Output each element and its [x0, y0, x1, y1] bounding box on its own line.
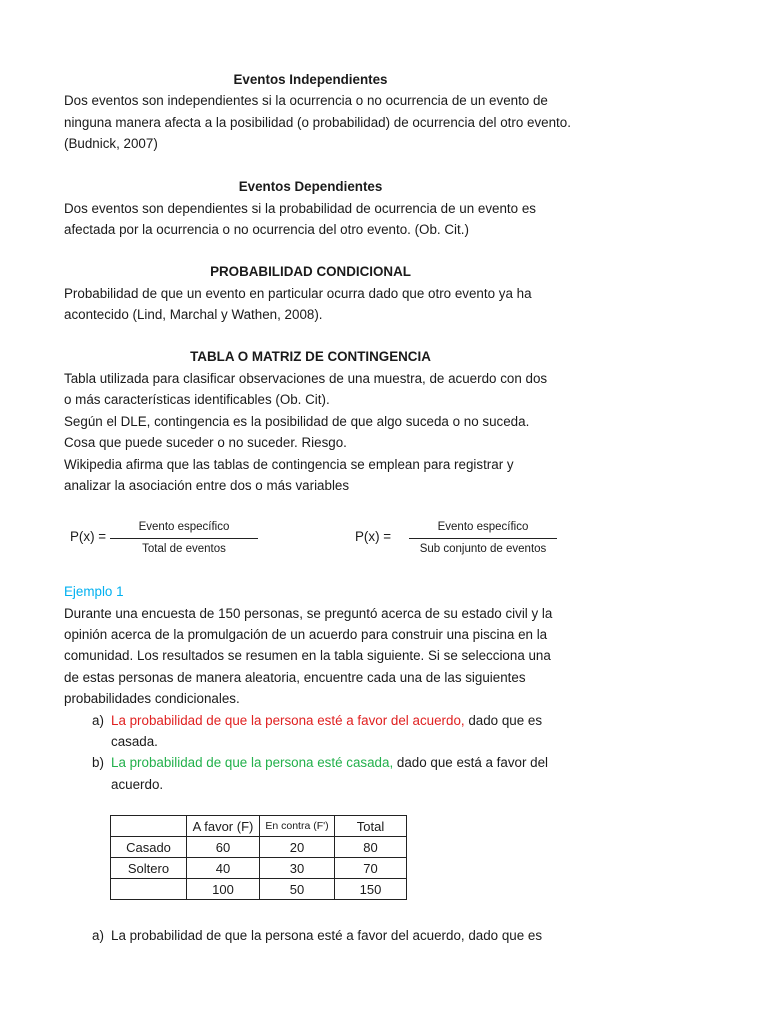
formula-probability-total [70, 521, 270, 561]
item-a-highlight: La probabilidad de que la persona esté a favor del acuerdo, [111, 713, 465, 728]
table-cell: 70 [335, 858, 407, 879]
paragraph-line: (Budnick, 2007) [64, 136, 158, 151]
paragraph-line: Dos eventos son dependientes si la probabilidad de ocurrencia de un evento es [64, 201, 536, 216]
paragraph-line: analizar la asociación entre dos o más variables [64, 478, 350, 493]
table-header-row [111, 816, 407, 837]
heading-tabla-contingencia: TABLA O MATRIZ DE CONTINGENCIA [190, 349, 431, 364]
table-cell: 50 [260, 879, 335, 900]
table-row [111, 858, 407, 879]
item-b-highlight: La probabilidad de que la persona esté casada, [111, 755, 394, 770]
table-row [111, 837, 407, 858]
table-cell [111, 879, 187, 900]
heading-independientes: Eventos Independientes [233, 72, 388, 87]
table-cell: 20 [260, 837, 335, 858]
list-marker-b: b) [92, 755, 104, 770]
table-header-cell: En contra (F') [260, 816, 335, 837]
paragraph-line: opinión acerca de la promulgación de un acuerdo para construir una piscina en la [64, 627, 548, 642]
answer-marker-a: a) [92, 928, 104, 943]
table-header-cell: A favor (F) [187, 816, 260, 837]
paragraph-line: Dos eventos son independientes si la ocurrencia o no ocurrencia de un evento de [64, 93, 548, 108]
item-a-rest: dado que es [464, 713, 543, 728]
formula-numerator: Evento específico [138, 521, 230, 533]
table-cell: 60 [187, 837, 260, 858]
paragraph-line: afectada por la ocurrencia o no ocurrencia del otro evento. (Ob. Cit.) [64, 222, 469, 237]
paragraph-line: Según el DLE, contingencia es la posibilidad de que algo suceda o no suceda. [64, 414, 530, 429]
paragraph-line: Durante una encuesta de 150 personas, se preguntó acerca de su estado civil y la [64, 606, 553, 621]
list-item-b [111, 755, 548, 770]
list-item-b-cont: acuerdo. [111, 777, 164, 792]
formula-numerator: Evento específico [437, 521, 529, 533]
paragraph-line: probabilidades condicionales. [64, 691, 240, 706]
list-item-a-cont: casada. [111, 734, 158, 749]
formula-lhs: P(x) = [70, 529, 107, 544]
paragraph-line: o más características identificables (Ob. Cit). [64, 392, 330, 407]
formula-denominator: Total de eventos [142, 543, 226, 555]
paragraph-line: Probabilidad de que un evento en particular ocurra dado que otro evento ya ha [64, 286, 532, 301]
formula-probability-subset [355, 521, 565, 561]
table-cell: Soltero [111, 858, 187, 879]
paragraph-line: Tabla utilizada para clasificar observaciones de una muestra, de acuerdo con dos [64, 371, 548, 386]
heading-probabilidad-condicional: PROBABILIDAD CONDICIONAL [210, 264, 411, 279]
paragraph-line: acontecido (Lind, Marchal y Wathen, 2008). [64, 307, 323, 322]
example-title: Ejemplo 1 [64, 584, 124, 599]
paragraph-line: Wikipedia afirma que las tablas de contingencia se emplean para registrar y [64, 457, 514, 472]
fraction-bar [409, 538, 557, 539]
list-item-a [111, 713, 542, 728]
table-cell: 100 [187, 879, 260, 900]
table-cell: 150 [335, 879, 407, 900]
heading-dependientes: Eventos Dependientes [238, 179, 383, 194]
table-cell: 80 [335, 837, 407, 858]
paragraph-line: comunidad. Los resultados se resumen en la tabla siguiente. Si se selecciona una [64, 648, 551, 663]
table-cell: Casado [111, 837, 187, 858]
paragraph-line: de estas personas de manera aleatoria, encuentre cada una de las siguientes [64, 670, 526, 685]
table-header-cell [111, 816, 187, 837]
formula-lhs: P(x) = [355, 529, 392, 544]
table-total-row [111, 879, 407, 900]
paragraph-line: Cosa que puede suceder o no suceder. Riesgo. [64, 435, 347, 450]
contingency-table [110, 815, 407, 900]
formula-denominator: Sub conjunto de eventos [419, 543, 547, 555]
paragraph-line: ninguna manera afecta a la posibilidad (o probabilidad) de ocurrencia del otro evento. [64, 115, 571, 130]
table-header-cell: Total [335, 816, 407, 837]
table-cell: 40 [187, 858, 260, 879]
fraction-bar [110, 538, 258, 539]
answer-a-text: La probabilidad de que la persona esté a favor del acuerdo, dado que es [111, 928, 543, 943]
list-marker-a: a) [92, 713, 104, 728]
table-cell: 30 [260, 858, 335, 879]
item-b-rest: dado que está a favor del [393, 755, 549, 770]
